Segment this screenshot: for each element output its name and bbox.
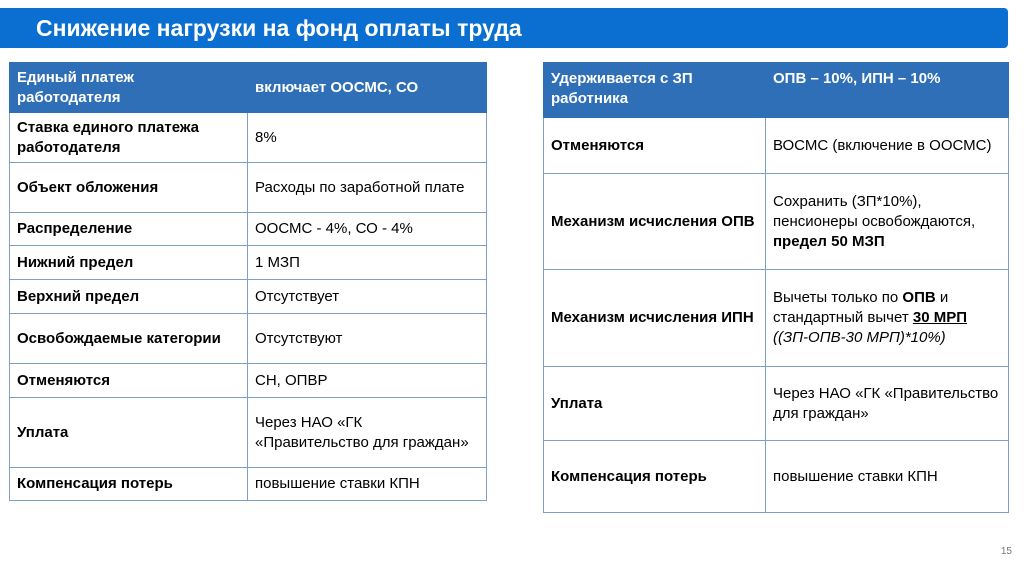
row-label: Механизм исчисления ИПН (544, 270, 766, 367)
header-cell: Удерживается с ЗП работника (544, 63, 766, 118)
table-header-row (10, 63, 487, 113)
table-row (10, 213, 487, 246)
row-value: Отсутствует (248, 280, 487, 314)
header-cell: ОПВ – 10%, ИПН – 10% (766, 63, 1009, 118)
value-formula: ((ЗП-ОПВ-30 МРП)*10%) (773, 329, 946, 346)
value-text: Сохранить (ЗП*10%), пенсионеры освобождаются, (773, 192, 976, 230)
row-value: СН, ОПВР (248, 364, 487, 398)
row-label: Отменяются (544, 118, 766, 174)
table-row (10, 113, 487, 163)
table-row (544, 118, 1009, 174)
table-header-row (544, 63, 1009, 118)
table-row (10, 314, 487, 364)
table-row (544, 270, 1009, 367)
value-underlined: 30 МРП (912, 309, 968, 326)
table-row (544, 367, 1009, 441)
row-value: 1 МЗП (248, 246, 487, 280)
row-value: ООСМС - 4%, СО - 4% (248, 213, 487, 246)
employer-payment-table (9, 62, 487, 501)
header-cell: Единый платеж работодателя (10, 63, 248, 113)
row-label: Отменяются (10, 364, 248, 398)
table-row (10, 468, 487, 501)
row-label: Механизм исчисления ОПВ (544, 174, 766, 270)
value-text: и стандартный вычет (773, 289, 949, 326)
row-value (766, 270, 1009, 367)
row-value: Расходы по заработной плате (248, 163, 487, 213)
row-value: Через НАО «ГК «Правительство для граждан» (766, 367, 1009, 441)
table-row (10, 280, 487, 314)
page-number: 15 (1000, 546, 1012, 557)
row-label: Объект обложения (10, 163, 248, 213)
table-row (10, 163, 487, 213)
row-value (766, 174, 1009, 270)
row-label: Освобождаемые категории (10, 314, 248, 364)
row-value: ВОСМС (включение в ООСМС) (766, 118, 1009, 174)
employee-withholding-table (543, 62, 1009, 513)
slide-title: Снижение нагрузки на фонд оплаты труда (36, 15, 522, 41)
row-label: Компенсация потерь (10, 468, 248, 501)
row-label: Нижний предел (10, 246, 248, 280)
table-row (544, 174, 1009, 270)
row-value: Через НАО «ГК «Правительство для граждан» (248, 398, 487, 468)
row-value: повышение ставки КПН (248, 468, 487, 501)
header-cell: включает ООСМС, СО (248, 63, 487, 113)
row-value: 8% (248, 113, 487, 163)
row-value: повышение ставки КПН (766, 441, 1009, 513)
row-value: Отсутствуют (248, 314, 487, 364)
value-emphasis: ОПВ (902, 289, 936, 306)
table-row (10, 246, 487, 280)
row-label: Верхний предел (10, 280, 248, 314)
title-bar (0, 8, 1008, 48)
row-label: Ставка единого платежа работодателя (10, 113, 248, 163)
table-row (10, 364, 487, 398)
row-label: Компенсация потерь (544, 441, 766, 513)
table-row (544, 441, 1009, 513)
table-row (10, 398, 487, 468)
row-label: Уплата (10, 398, 248, 468)
value-emphasis: предел 50 МЗП (773, 232, 885, 250)
value-text: Вычеты только по (773, 289, 903, 306)
row-label: Распределение (10, 213, 248, 246)
row-label: Уплата (544, 367, 766, 441)
